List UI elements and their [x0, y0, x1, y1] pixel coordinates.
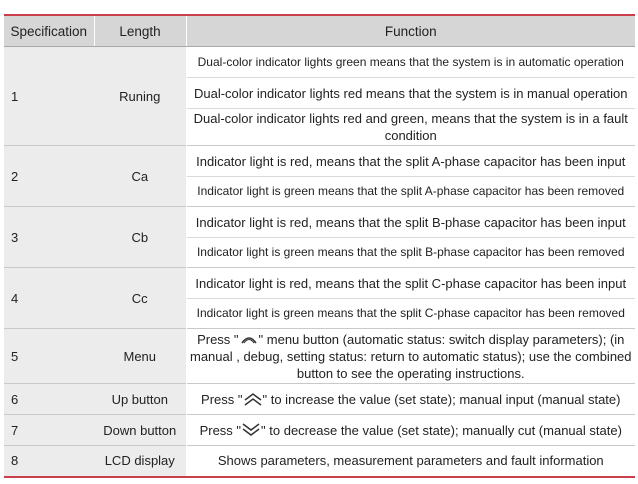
spec-cell: 5	[4, 329, 94, 384]
spec-cell: 7	[4, 415, 94, 446]
double-chevron-down-icon	[241, 423, 261, 437]
length-cell: Runing	[94, 47, 186, 146]
function-cell: Dual-color indicator lights green means that the system is in automatic operation	[186, 47, 635, 78]
function-cell: Indicator light is green means that the split A-phase capacitor has been removed	[186, 177, 635, 207]
table-row	[4, 384, 635, 415]
press-suffix: " menu button (automatic status: switch display parameters); (in manual , debug, setting status: return to automatic status); use the combined button to see the operating instructions.	[189, 331, 632, 381]
function-cell: Dual-color indicator lights red and green, means that the system is in a fault condition	[186, 109, 635, 146]
spec-cell: 1	[4, 47, 94, 146]
header-function: Function	[186, 15, 635, 47]
press-prefix: Press "	[199, 422, 242, 438]
length-cell: Down button	[94, 415, 186, 446]
table-row	[4, 415, 635, 446]
press-suffix: " to increase the value (set state); manual input (manual state)	[262, 391, 621, 407]
function-cell	[186, 329, 635, 384]
table-row	[4, 207, 635, 238]
function-cell: Indicator light is red, means that the split C-phase capacitor has been input	[186, 268, 635, 299]
function-cell: Indicator light is green means that the split B-phase capacitor has been removed	[186, 238, 635, 268]
header-row	[4, 15, 635, 47]
function-cell: Indicator light is red, means that the split A-phase capacitor has been input	[186, 146, 635, 177]
press-prefix: Press "	[197, 331, 239, 347]
function-cell	[186, 415, 635, 446]
table-row	[4, 268, 635, 299]
specification-table	[4, 14, 635, 478]
spec-cell: 8	[4, 446, 94, 477]
menu-button-icon	[239, 332, 259, 346]
function-cell: Dual-color indicator lights red means that the system is in manual operation	[186, 78, 635, 109]
length-cell: Menu	[94, 329, 186, 384]
function-cell: Indicator light is red, means that the split B-phase capacitor has been input	[186, 207, 635, 238]
table-row	[4, 329, 635, 384]
spec-cell: 2	[4, 146, 94, 207]
table-row	[4, 47, 635, 78]
table-row	[4, 146, 635, 177]
function-cell	[186, 384, 635, 415]
function-cell: Indicator light is green means that the split C-phase capacitor has been removed	[186, 299, 635, 329]
header-length: Length	[94, 15, 186, 47]
spec-cell: 6	[4, 384, 94, 415]
spec-cell: 4	[4, 268, 94, 329]
length-cell: Ca	[94, 146, 186, 207]
spec-cell: 3	[4, 207, 94, 268]
double-chevron-up-icon	[243, 392, 263, 406]
header-specification: Specification	[4, 15, 94, 47]
function-cell: Shows parameters, measurement parameters and fault information	[186, 446, 635, 477]
length-cell: Up button	[94, 384, 186, 415]
press-suffix: " to decrease the value (set state); manually cut (manual state)	[261, 422, 622, 438]
length-cell: Cb	[94, 207, 186, 268]
length-cell: Cc	[94, 268, 186, 329]
press-prefix: Press "	[201, 391, 243, 407]
length-cell: LCD display	[94, 446, 186, 477]
table-row	[4, 446, 635, 477]
